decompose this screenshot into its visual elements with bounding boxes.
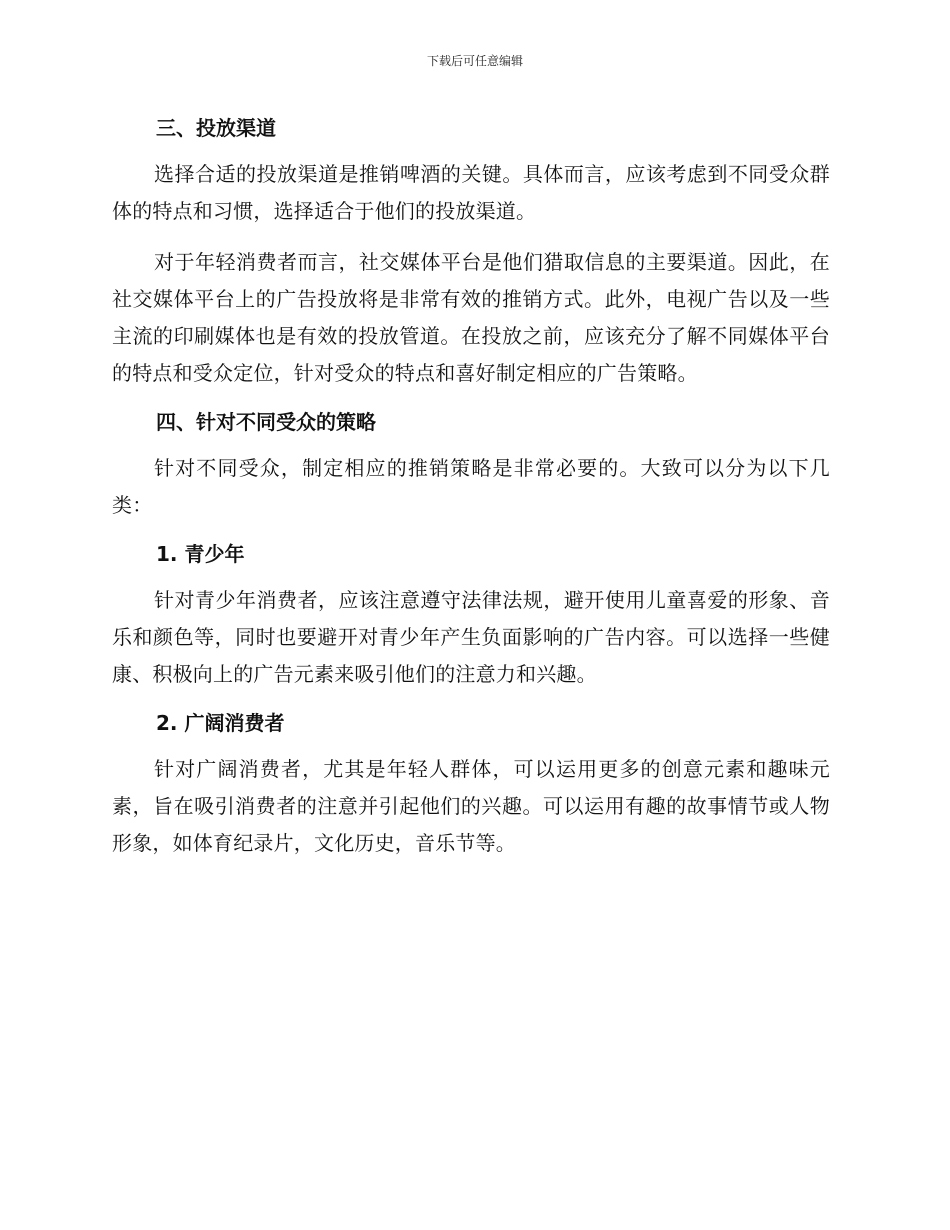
page-header: 下载后可任意编辑 (426, 54, 523, 68)
document-body (112, 112, 830, 876)
paragraph: 针对不同受众，制定相应的推销策略是非常必要的。大致可以分为以下几类： (112, 456, 830, 517)
paragraph: 对于年轻消费者而言，社交媒体平台是他们猎取信息的主要渠道。因此，在社交媒体平台上的广告投放将是非常有效的推销方式。此外，电视广告以及一些主流的印刷媒体也是有效的投放管道。在投放之前，应该充分了解不同媒体平台的特点和受众定位，针对受众的特点和喜好制定相应的广告策略。 (112, 250, 830, 385)
paragraph: 针对广阔消费者，尤其是年轻人群体，可以运用更多的创意元素和趣味元素，旨在吸引消费者的注意并引起他们的兴趣。可以运用有趣的故事情节或人物形象，如体育纪录片，文化历史，音乐节等。 (112, 757, 830, 855)
subheading-general-consumers: 2. 广阔消费者 (156, 711, 285, 735)
paragraph: 针对青少年消费者，应该注意遵守法律法规，避开使用儿童喜爱的形象、音乐和颜色等，同时也要避开对青少年产生负面影响的广告内容。可以选择一些健康、积极向上的广告元素来吸引他们的注意力和兴趣。 (112, 588, 830, 686)
section-heading-audiences: 四、针对不同受众的策略 (156, 410, 376, 434)
subheading-teenagers: 1. 青少年 (156, 542, 245, 566)
paragraph: 选择合适的投放渠道是推销啤酒的关键。具体而言，应该考虑到不同受众群体的特点和习惯，选择适合于他们的投放渠道。 (112, 162, 830, 223)
section-heading-channels: 三、投放渠道 (156, 116, 276, 140)
